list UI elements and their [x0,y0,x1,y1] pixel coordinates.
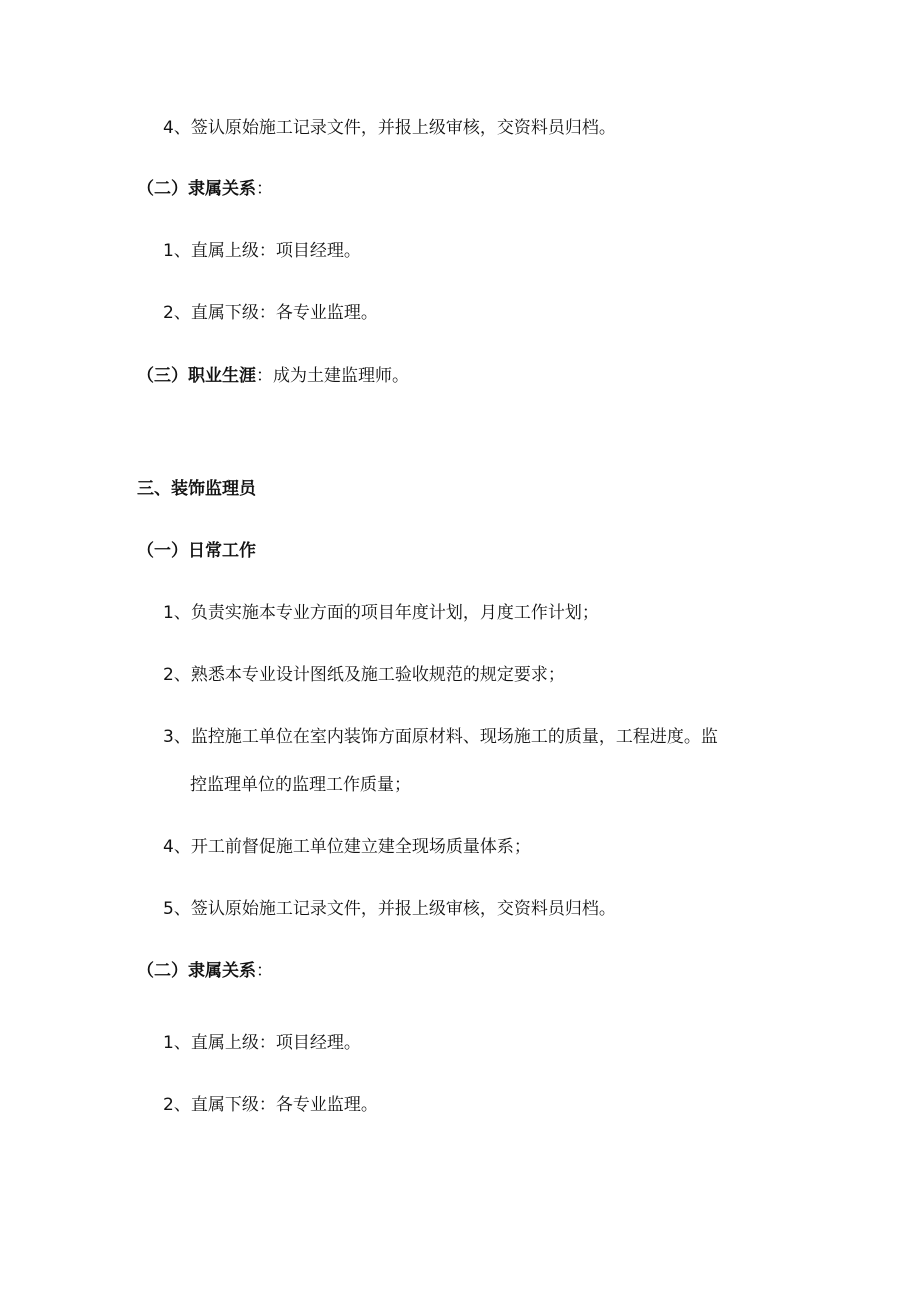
relations-heading-label: （二）隶属关系 [137,179,256,199]
relations-heading [137,177,273,201]
section3-relation-subordinate: 2、直属下级：各专业监理。 [163,1095,378,1115]
career-text: ：成为土建监理师。 [256,366,409,386]
relations-heading-colon: ： [256,179,273,199]
daily-item-3-continued: 控监理单位的监理工作质量； [190,775,411,795]
career-heading-label: （三）职业生涯 [137,366,256,386]
relation-subordinate: 2、直属下级：各专业监理。 [163,303,378,323]
daily-item-2: 2、熟悉本专业设计图纸及施工验收规范的规定要求； [163,665,565,685]
section3-relation-superior: 1、直属上级：项目经理。 [163,1033,361,1053]
section3-relations-heading-colon: ： [256,961,273,981]
relation-superior: 1、直属上级：项目经理。 [163,241,361,261]
section3-relations-heading [137,959,273,983]
daily-item-5: 5、签认原始施工记录文件，并报上级审核，交资料员归档。 [163,899,616,919]
daily-item-3: 3、监控施工单位在室内装饰方面原材料、现场施工的质量，工程进度。监 [163,727,718,747]
daily-item-4: 4、开工前督促施工单位建立建全现场质量体系； [163,837,531,857]
duty-item-4: 4、签认原始施工记录文件，并报上级审核，交资料员归档。 [163,118,616,138]
daily-item-1: 1、负责实施本专业方面的项目年度计划，月度工作计划； [163,603,599,623]
daily-work-heading: （一）日常工作 [137,541,256,561]
section-title: 三、装饰监理员 [137,479,256,499]
section3-relations-heading-label: （二）隶属关系 [137,961,256,981]
career-heading [137,364,409,388]
